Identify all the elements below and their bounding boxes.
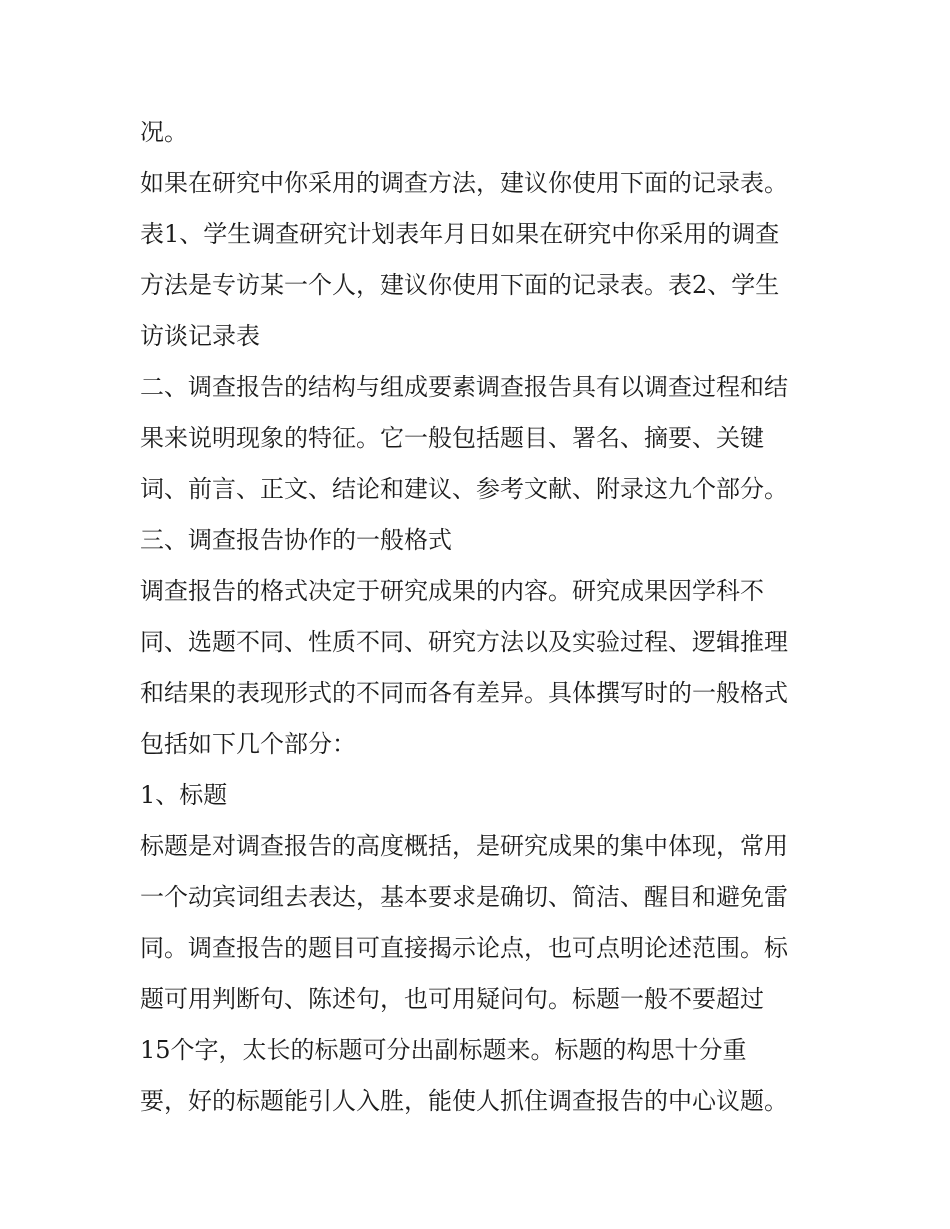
section-heading-structure: 二、调查报告的结构与组成要素调查报告具有以调查过程和结	[140, 373, 788, 401]
text-line: 同、选题不同、性质不同、研究方法以及实验过程、逻辑推理	[140, 628, 788, 656]
text-line: 表1、学生调查研究计划表年月日如果在研究中你采用的调查	[140, 220, 780, 248]
text-line: 果来说明现象的特征。它一般包括题目、署名、摘要、关键	[140, 424, 764, 452]
text-line: 况。	[140, 118, 188, 146]
text-line: 一个动宾词组去表达，基本要求是确切、简洁、醒目和避免雷	[140, 883, 788, 911]
section-heading-format: 三、调查报告协作的一般格式	[140, 526, 452, 554]
text-line: 方法是专访某一个人，建议你使用下面的记录表。表2、学生	[140, 271, 780, 299]
text-line: 包括如下几个部分：	[140, 730, 356, 758]
text-line: 词、前言、正文、结论和建议、参考文献、附录这九个部分。	[140, 475, 788, 503]
document-body	[140, 107, 830, 1127]
text-line: 同。调查报告的题目可直接揭示论点，也可点明论述范围。标	[140, 934, 788, 962]
text-line: 访谈记录表	[140, 322, 260, 350]
text-line: 如果在研究中你采用的调查方法，建议你使用下面的记录表。	[140, 169, 788, 197]
subsection-heading-title: 1、标题	[140, 781, 228, 809]
text-line: 15个字，太长的标题可分出副标题来。标题的构思十分重	[140, 1036, 747, 1064]
text-line: 题可用判断句、陈述句，也可用疑问句。标题一般不要超过	[140, 985, 764, 1013]
text-line: 调查报告的格式决定于研究成果的内容。研究成果因学科不	[140, 577, 764, 605]
text-line: 和结果的表现形式的不同而各有差异。具体撰写时的一般格式	[140, 679, 788, 707]
text-line: 要，好的标题能引人入胜，能使人抓住调查报告的中心议题。	[140, 1087, 788, 1115]
text-line: 标题是对调查报告的高度概括，是研究成果的集中体现，常用	[140, 832, 788, 860]
